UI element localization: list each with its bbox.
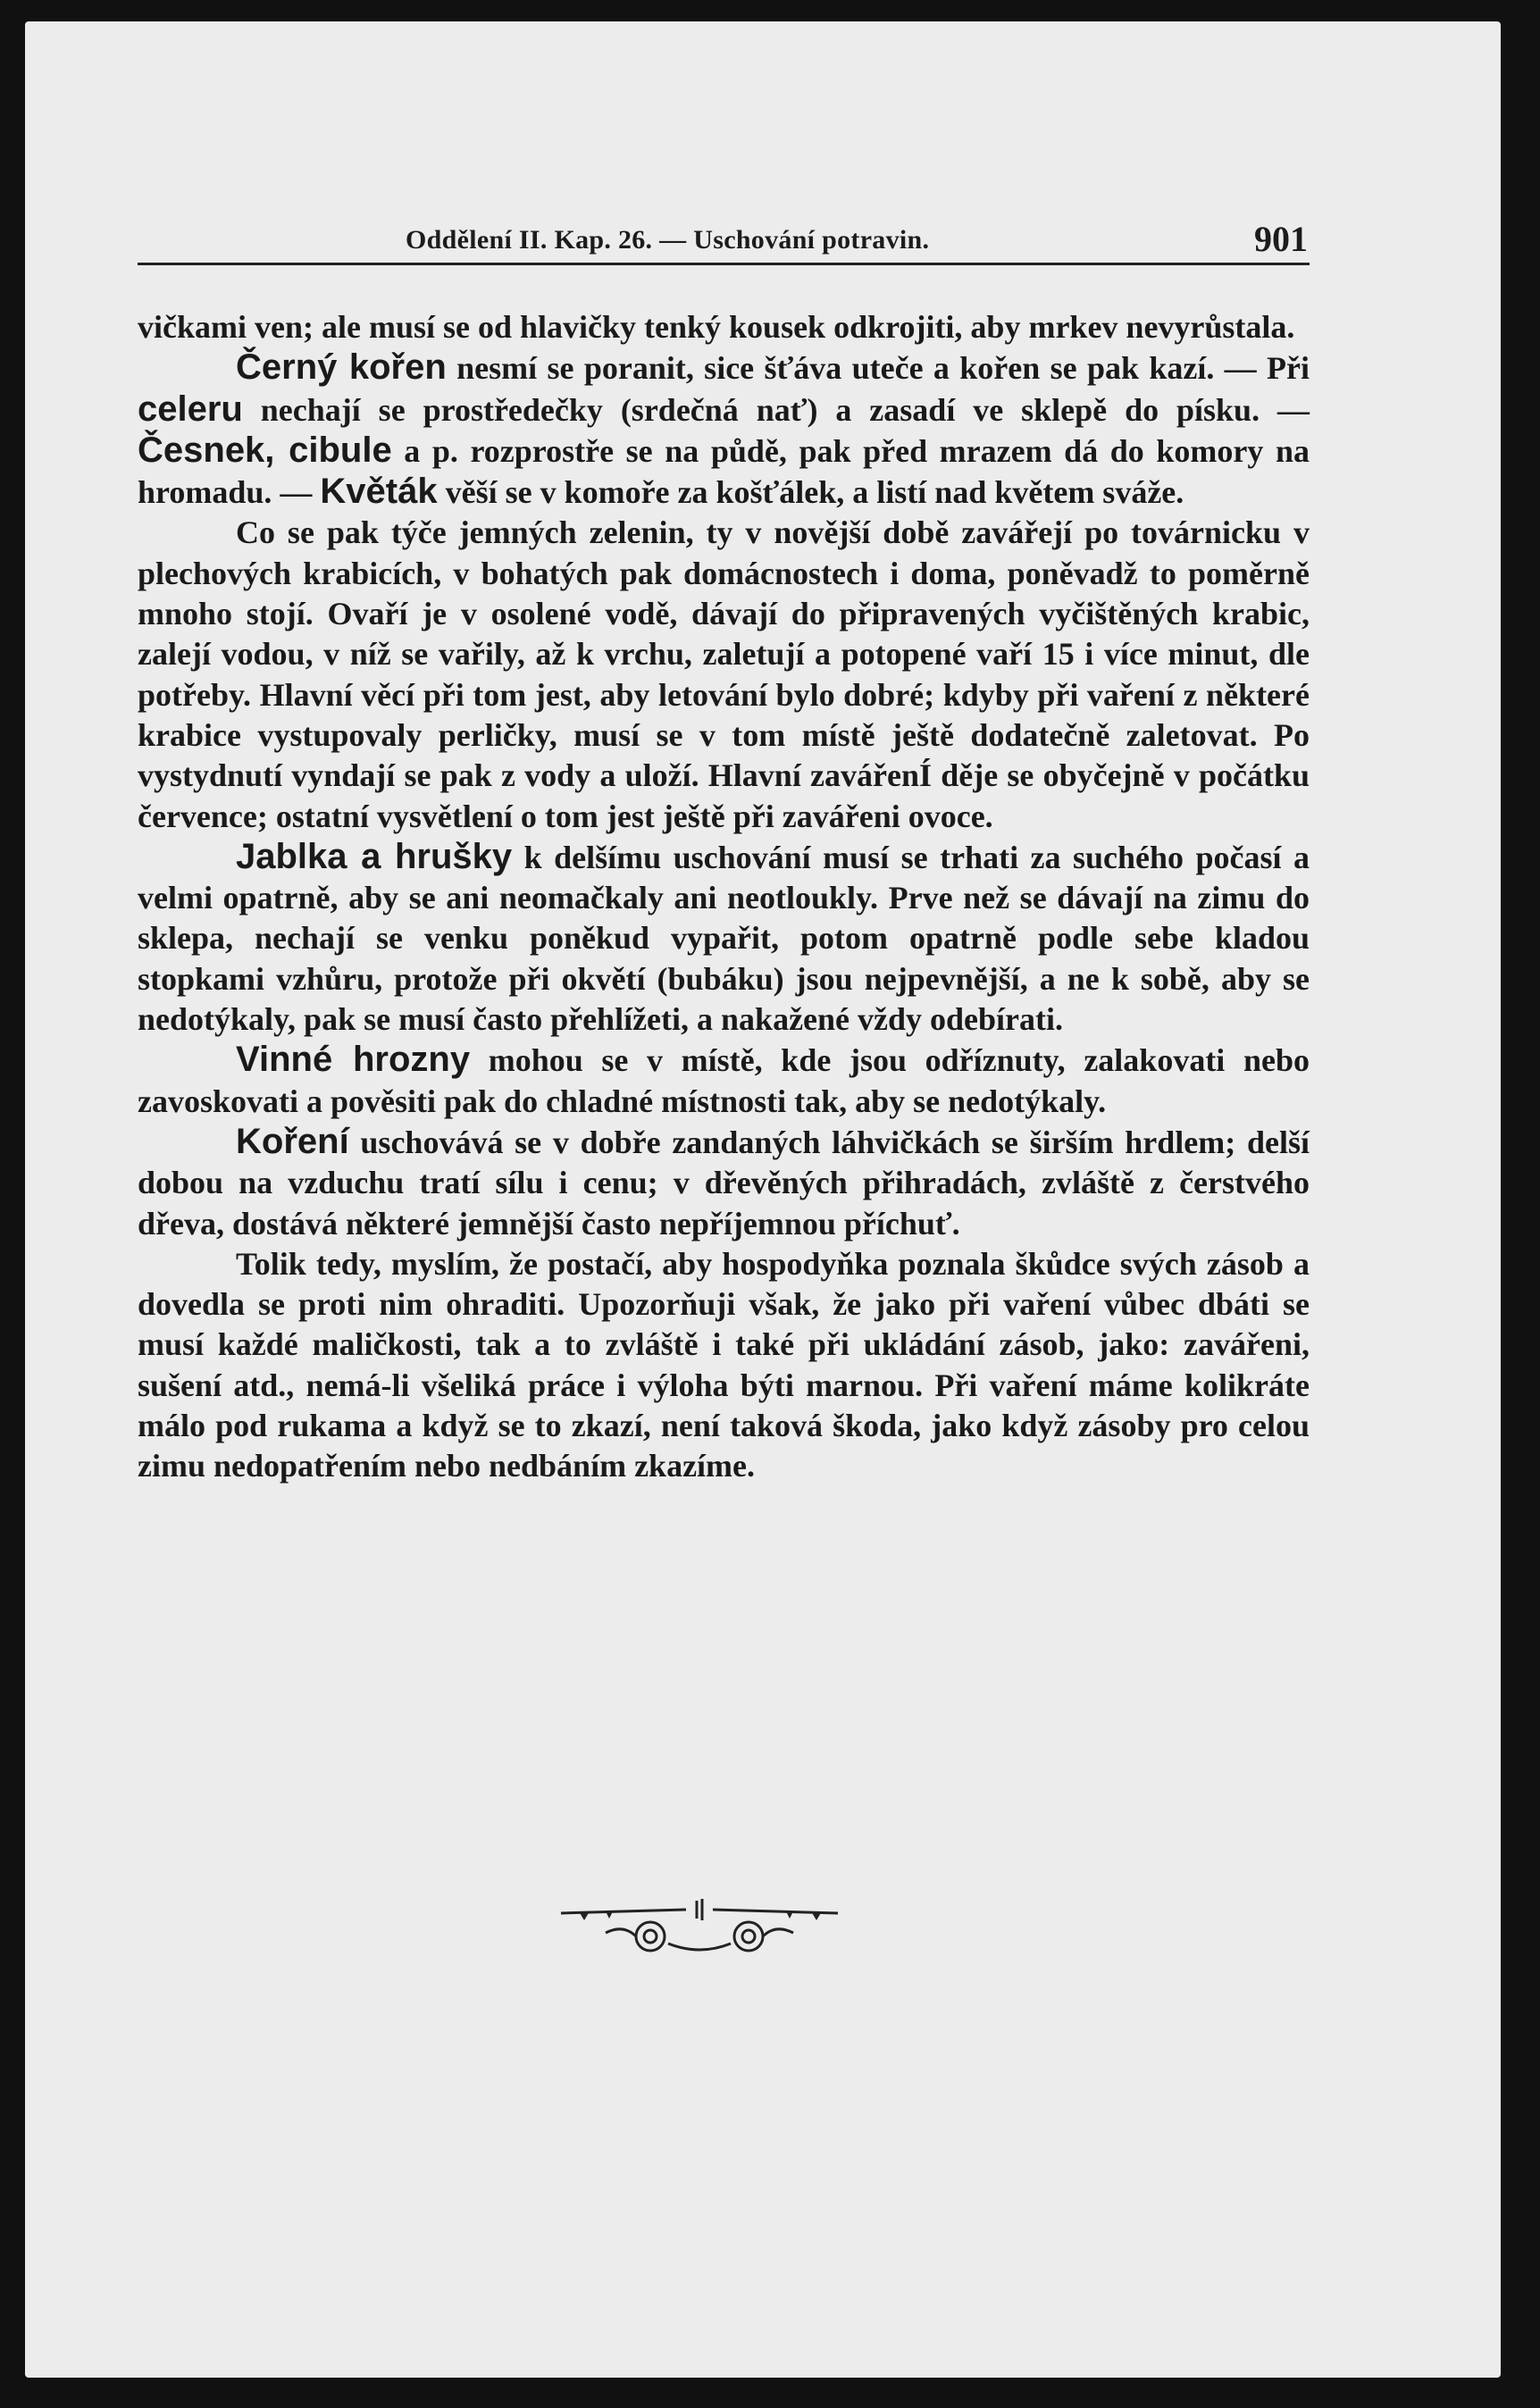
- text-run: uschovává se v dobře zandaných láhvičkách se širším hrdlem; delší dobou na vzduchu tratí sílu i cenu; v dřevěných přihradách, zvláště z čerstvého dřeva, dostává některé jemnější často nepříjemnou příchuť.: [138, 1124, 1310, 1242]
- paragraph: [138, 837, 1310, 1040]
- text-run: Tolik tedy, myslím, že postačí, aby hospodyňka poznala škůdce svých zásob a dovedla se proti nim ohraditi. Upozorňuji však, že jako při vaření vůbec dbáti se musí každé maličkosti, tak a to zvláště i také při ukládání zásob, jako: zavářeni, sušení atd., nemá-li všeliká práce i výloha býti marnou. Při vaření máme kolikráte málo pod rukama a když se to zkazí, není taková škoda, jako když zásoby pro celou zimu nedopatřením nebo nedbáním zkazíme.: [138, 1245, 1310, 1484]
- keyword-heading: Česnek, cibule: [138, 430, 392, 470]
- page-number: 901: [1254, 219, 1308, 259]
- body-text: [138, 307, 1310, 1487]
- keyword-heading: Vinné hrozny: [236, 1040, 471, 1080]
- running-head: Oddělení II. Kap. 26. — Uschování potravin.: [406, 225, 930, 255]
- text-run: nechají se prostředečky (srdečná nať) a zasadí ve sklepě do písku. —: [242, 391, 1310, 428]
- keyword-heading: Koření: [236, 1121, 349, 1161]
- keyword-heading: Černý kořen: [236, 347, 447, 388]
- paragraph: [138, 1040, 1310, 1122]
- keyword-heading: Květák: [320, 472, 438, 512]
- paragraph: [138, 307, 1310, 347]
- text-run: nesmí se poranit, sice šťáva uteče a kořen se pak kazí. — Při: [446, 350, 1310, 387]
- text-run: věší se v komoře za košťálek, a listí nad květem sváže.: [437, 474, 1184, 511]
- page-header: [138, 216, 1308, 270]
- text-run: a p. rozprostře se na půdě, pak před mrazem dá do komory na hromadu. —: [138, 432, 1310, 511]
- paragraph: [138, 513, 1310, 836]
- paragraph: [138, 1244, 1310, 1487]
- text-run: vičkami ven; ale musí se od hlavičky tenký kousek odkrojiti, aby mrkev nevyrůstala.: [138, 309, 1295, 345]
- header-rule: [138, 263, 1310, 265]
- scroll-ornament-icon: [552, 1897, 847, 1960]
- book-page: [25, 21, 1501, 2378]
- keyword-heading: celeru: [138, 389, 243, 429]
- text-run: Co se pak týče jemných zelenin, ty v novější době zavářejí po továrnicku v plechových krabicích, v bohatých pak domácnostech i doma, poněvadž to poměrně mnoho stojí. Ovaří je v osolené vodě, dávají do připravených vyčištěných krabic, zalejí vodou, v níž se vařily, až k vrchu, zaletují a potopené vaří 15 i více minut, dle potřeby. Hlavní věcí při tom jest, aby letování bylo dobré; kdyby při vaření z některé krabice vystupovaly perličky, musí se v tom místě ještě dodatečně zaletovat. Po vystydnutí vyndají se pak z vody a uloží. Hlavní zavářenÍ děje se obyčejně v počátku července; ostatní vysvětlení o tom jest ještě při zavářeni ovoce.: [138, 514, 1310, 834]
- paragraph: [138, 1122, 1310, 1244]
- keyword-heading: Jablka a hrušky: [236, 836, 513, 876]
- text-run: mohou se v místě, kde jsou odříznuty, zalakovati nebo zavoskovati a pověsiti pak do chladné místnosti tak, aby se nedotýkaly.: [138, 1042, 1310, 1119]
- paragraph: [138, 347, 1310, 513]
- text-run: k delšímu uschování musí se trhati za suchého počasí a velmi opatrně, aby se ani neomačkaly ani neotloukly. Prve než se dávají na zimu do sklepa, nechají se venku poněkud vypařit, potom opatrně podle sebe kladou stopkami vzhůru, protože při okvětí (bubáku) jsou nejpevnější, a ne k sobě, aby se nedotýkaly, pak se musí často přehlížeti, a nakažené vždy odebírati.: [138, 839, 1310, 1038]
